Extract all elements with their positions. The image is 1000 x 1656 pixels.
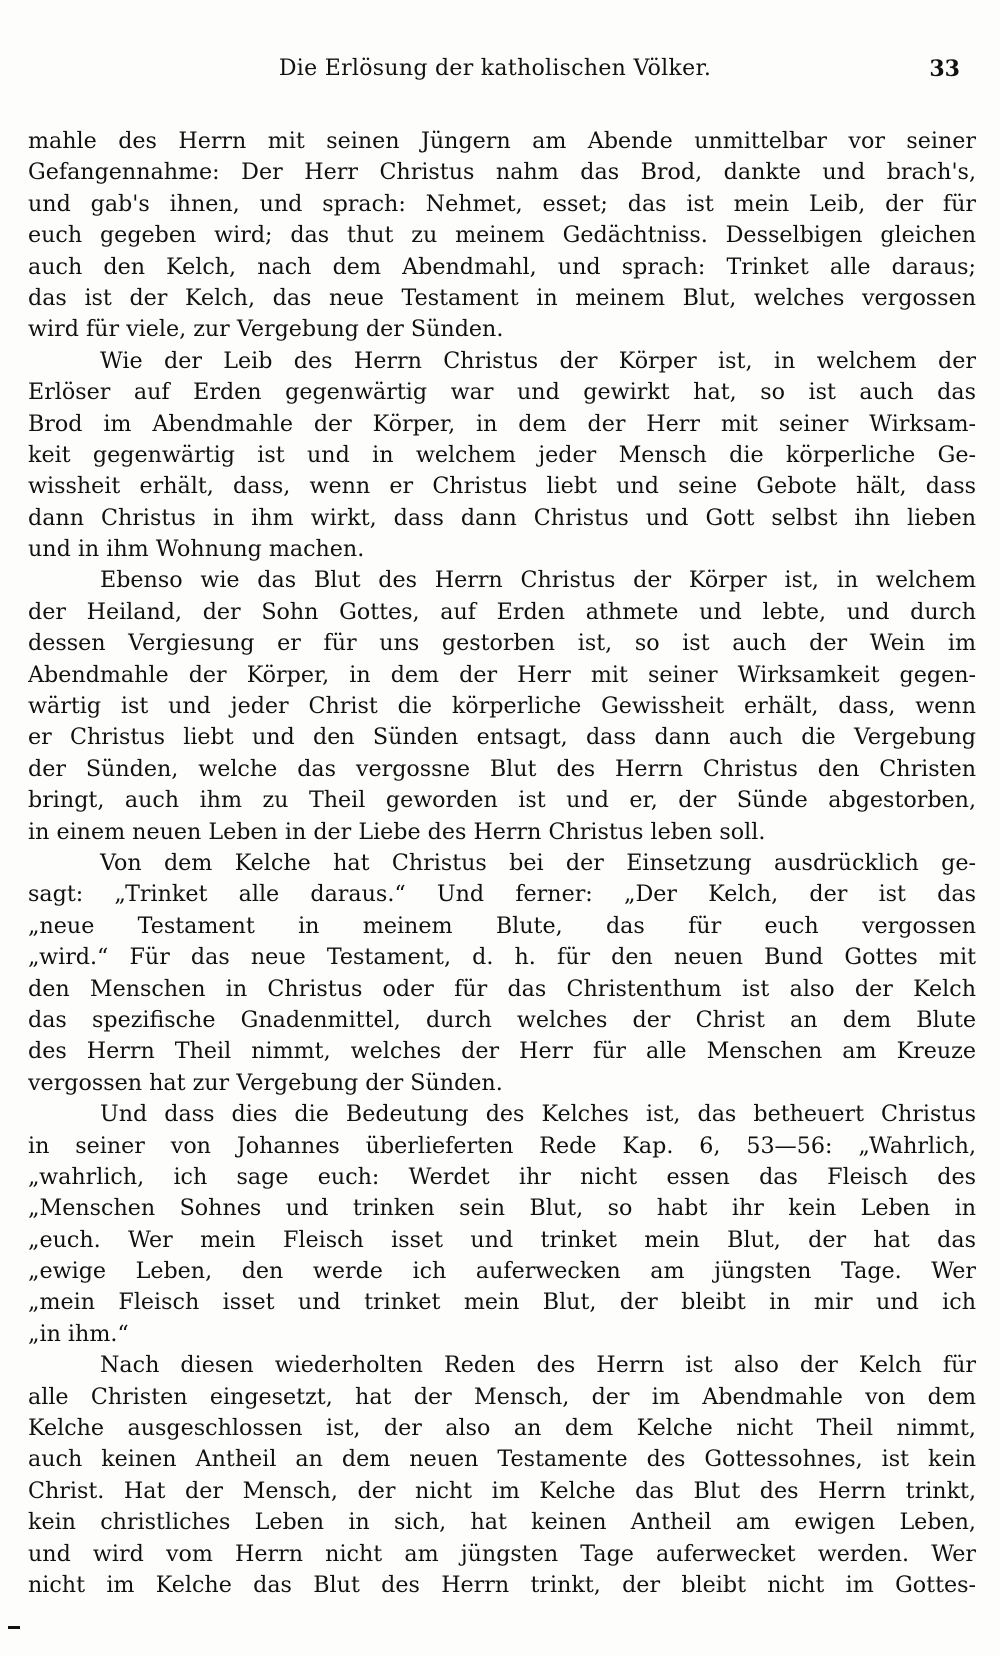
text-line: „euch. Wer mein Fleisch isset und trinket mein Blut, der hat das — [28, 1226, 976, 1253]
text-line: in einem neuen Leben in der Liebe des Herrn Christus leben soll. — [28, 818, 766, 845]
margin-dash — [8, 1626, 20, 1629]
text-line: sagt: „Trinket alle daraus.“ Und ferner: „Der Kelch, der ist das — [28, 881, 976, 908]
text-line: das spezifische Gnadenmittel, durch welches der Christ an dem Blute — [28, 1006, 976, 1033]
text-line: „in ihm.“ — [28, 1320, 129, 1347]
text-line: wird für viele, zur Vergebung der Sünden. — [28, 316, 504, 343]
text-line: und gab's ihnen, und sprach: Nehmet, esset; das ist mein Leib, der für — [28, 190, 976, 217]
text-line: Christ. Hat der Mensch, der nicht im Kelche das Blut des Herrn trinkt, — [28, 1477, 976, 1504]
text-line: alle Christen eingesetzt, hat der Mensch, der im Abendmahle von dem — [28, 1383, 976, 1410]
text-line: dessen Vergiesung er für uns gestorben ist, so ist auch der Wein im — [28, 630, 976, 657]
running-title: Die Erlösung der katholischen Völker. — [278, 56, 712, 81]
text-line: mahle des Herrn mit seinen Jüngern am Abende unmittelbar vor seiner — [28, 128, 976, 154]
text-line: „wird.“ Für das neue Testament, d. h. für den neuen Bund Gottes mit — [28, 944, 976, 971]
text-line: wärtig ist und jeder Christ die körperliche Gewissheit erhält, dass, wenn — [28, 693, 976, 720]
text-line: und wird vom Herrn nicht am jüngsten Tage auferwecket werden. Wer — [28, 1540, 976, 1567]
text-line: „Menschen Sohnes und trinken sein Blut, so habt ihr kein Leben in — [28, 1195, 976, 1222]
text-line: „mein Fleisch isset und trinket mein Blut, der bleibt in mir und ich — [28, 1289, 976, 1316]
text-line: auch den Kelch, nach dem Abendmahl, und sprach: Trinket alle daraus; — [28, 253, 976, 280]
text-line: Wie der Leib des Herrn Christus der Körper ist, in welchem der — [100, 347, 976, 374]
text-line: nicht im Kelche das Blut des Herrn trinkt, der bleibt nicht im Gottes- — [28, 1571, 976, 1598]
text-line: und in ihm Wohnung machen. — [28, 536, 365, 563]
body-text — [28, 126, 976, 1601]
text-line: keit gegenwärtig ist und in welchem jeder Mensch die körperliche Ge- — [28, 441, 976, 468]
text-line: auch keinen Antheil an dem neuen Testamente des Gottessohnes, ist kein — [28, 1446, 976, 1473]
running-head — [30, 56, 960, 86]
text-line: das ist der Kelch, das neue Testament in meinem Blut, welches vergossen — [28, 284, 976, 311]
text-line: „wahrlich, ich sage euch: Werdet ihr nicht essen das Fleisch des — [28, 1163, 976, 1190]
text-line: „neue Testament in meinem Blute, das für euch vergossen — [28, 912, 976, 939]
text-line: kein christliches Leben in sich, hat keinen Antheil am ewigen Leben, — [28, 1509, 976, 1536]
text-line: der Heiland, der Sohn Gottes, auf Erden athmete und lebte, und durch — [28, 598, 976, 625]
text-line: euch gegeben wird; das thut zu meinem Gedächtniss. Desselbigen gleichen — [28, 222, 976, 249]
text-line: er Christus liebt und den Sünden entsagt, dass dann auch die Vergebung — [28, 724, 976, 751]
text-line: Gefangennahme: Der Herr Christus nahm das Brod, dankte und brach's, — [28, 159, 976, 186]
text-line: Nach diesen wiederholten Reden des Herrn ist also der Kelch für — [100, 1352, 976, 1379]
text-line: Brod im Abendmahle der Körper, in dem der Herr mit seiner Wirksam- — [28, 410, 976, 437]
page-number: 33 — [929, 56, 960, 82]
text-line: bringt, auch ihm zu Theil geworden ist und er, der Sünde abgestorben, — [28, 787, 976, 814]
text-line: der Sünden, welche das vergossne Blut des Herrn Christus den Christen — [28, 755, 976, 782]
text-line: den Menschen in Christus oder für das Christenthum ist also der Kelch — [28, 975, 976, 1002]
text-line: Und dass dies die Bedeutung des Kelches ist, das betheuert Christus — [100, 1101, 976, 1128]
text-line: Ebenso wie das Blut des Herrn Christus der Körper ist, in welchem — [100, 567, 976, 594]
text-line: Erlöser auf Erden gegenwärtig war und gewirkt hat, so ist auch das — [28, 379, 976, 406]
text-line: in seiner von Johannes überlieferten Rede Kap. 6, 53—56: „Wahrlich, — [28, 1132, 976, 1159]
text-line: vergossen hat zur Vergebung der Sünden. — [28, 1069, 503, 1096]
text-line: wissheit erhält, dass, wenn er Christus liebt und seine Gebote hält, dass — [28, 473, 976, 500]
text-line: des Herrn Theil nimmt, welches der Herr für alle Menschen am Kreuze — [28, 1038, 976, 1065]
text-line: Von dem Kelche hat Christus bei der Einsetzung ausdrücklich ge- — [100, 849, 976, 876]
text-line: Abendmahle der Körper, in dem der Herr mit seiner Wirksamkeit gegen- — [28, 661, 976, 688]
text-line: dann Christus in ihm wirkt, dass dann Christus und Gott selbst ihn lieben — [28, 504, 976, 531]
text-line: Kelche ausgeschlossen ist, der also an dem Kelche nicht Theil nimmt, — [28, 1415, 976, 1442]
text-line: „ewige Leben, den werde ich auferwecken am jüngsten Tage. Wer — [28, 1258, 976, 1285]
